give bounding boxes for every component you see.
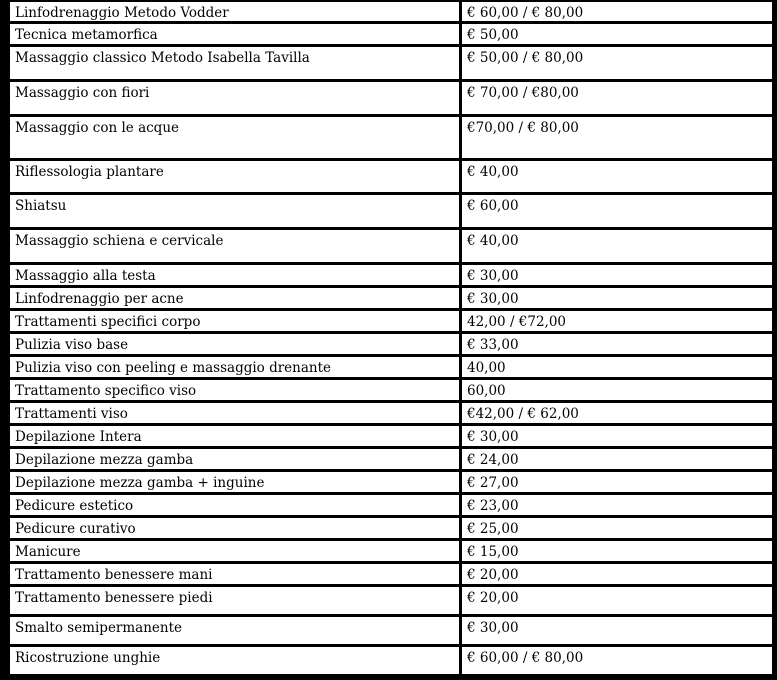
treatment-price-cell: € 24,00	[462, 449, 772, 469]
table-row	[10, 2, 772, 21]
treatment-price-cell: 60,00	[462, 380, 772, 400]
table-row	[10, 564, 772, 584]
table-row	[10, 380, 772, 400]
treatment-name-cell: Trattamenti viso	[10, 403, 462, 423]
treatment-price-cell: € 70,00 / €80,00	[462, 82, 772, 114]
table-row	[10, 541, 772, 561]
table-row	[10, 449, 772, 469]
treatment-name-cell: Trattamento benessere mani	[10, 564, 462, 584]
treatment-price-cell: € 30,00	[462, 617, 772, 644]
table-row	[10, 47, 772, 79]
treatment-price-cell: € 60,00	[462, 195, 772, 227]
treatment-price-cell: 40,00	[462, 357, 772, 377]
treatment-price-cell: € 30,00	[462, 265, 772, 285]
treatment-price-cell: € 33,00	[462, 334, 772, 354]
treatment-name-cell: Massaggio alla testa	[10, 265, 462, 285]
table-row	[10, 426, 772, 446]
treatment-price-cell: € 60,00 / € 80,00	[462, 2, 772, 21]
treatment-price-cell: € 25,00	[462, 518, 772, 538]
table-row	[10, 82, 772, 114]
treatment-name-cell: Linfodrenaggio per acne	[10, 288, 462, 308]
treatment-name-cell: Depilazione mezza gamba + inguine	[10, 472, 462, 492]
treatment-price-cell: € 60,00 / € 80,00	[462, 647, 772, 674]
treatment-price-cell: € 40,00	[462, 161, 772, 192]
treatment-name-cell: Linfodrenaggio Metodo Vodder	[10, 2, 462, 21]
price-list-body	[10, 2, 772, 674]
treatment-price-cell: € 20,00	[462, 587, 772, 614]
treatment-price-cell: € 23,00	[462, 495, 772, 515]
table-row	[10, 117, 772, 158]
table-row	[10, 518, 772, 538]
treatment-name-cell: Massaggio classico Metodo Isabella Tavilla	[10, 47, 462, 79]
table-row	[10, 403, 772, 423]
treatment-name-cell: Tecnica metamorfica	[10, 24, 462, 44]
table-row	[10, 357, 772, 377]
table-row	[10, 288, 772, 308]
treatment-name-cell: Ricostruzione unghie	[10, 647, 462, 674]
treatment-name-cell: Depilazione Intera	[10, 426, 462, 446]
price-list-table	[10, 0, 772, 677]
treatment-price-cell: 42,00 / €72,00	[462, 311, 772, 331]
treatment-name-cell: Trattamenti specifici corpo	[10, 311, 462, 331]
treatment-name-cell: Massaggio con fiori	[10, 82, 462, 114]
treatment-price-cell: € 40,00	[462, 230, 772, 262]
table-row	[10, 495, 772, 515]
treatment-name-cell: Manicure	[10, 541, 462, 561]
treatment-price-cell: €70,00 / € 80,00	[462, 117, 772, 158]
treatment-name-cell: Pulizia viso con peeling e massaggio drenante	[10, 357, 462, 377]
table-row	[10, 24, 772, 44]
treatment-name-cell: Massaggio con le acque	[10, 117, 462, 158]
treatment-name-cell: Pedicure curativo	[10, 518, 462, 538]
treatment-price-cell: € 15,00	[462, 541, 772, 561]
treatment-price-cell: € 50,00 / € 80,00	[462, 47, 772, 79]
treatment-name-cell: Trattamento specifico viso	[10, 380, 462, 400]
treatment-name-cell: Riflessologia plantare	[10, 161, 462, 192]
table-row	[10, 647, 772, 674]
table-row	[10, 334, 772, 354]
table-row	[10, 472, 772, 492]
table-row	[10, 161, 772, 192]
treatment-name-cell: Massaggio schiena e cervicale	[10, 230, 462, 262]
table-row	[10, 265, 772, 285]
treatment-name-cell: Smalto semipermanente	[10, 617, 462, 644]
table-row	[10, 587, 772, 614]
table-row	[10, 311, 772, 331]
treatment-price-cell: € 30,00	[462, 288, 772, 308]
treatment-name-cell: Shiatsu	[10, 195, 462, 227]
treatment-name-cell: Pulizia viso base	[10, 334, 462, 354]
table-row	[10, 195, 772, 227]
table-row	[10, 617, 772, 644]
treatment-price-cell: € 50,00	[462, 24, 772, 44]
treatment-price-cell: € 20,00	[462, 564, 772, 584]
treatment-price-cell: €42,00 / € 62,00	[462, 403, 772, 423]
treatment-name-cell: Pedicure estetico	[10, 495, 462, 515]
treatment-price-cell: € 27,00	[462, 472, 772, 492]
treatment-name-cell: Trattamento benessere piedi	[10, 587, 462, 614]
treatment-name-cell: Depilazione mezza gamba	[10, 449, 462, 469]
table-row	[10, 230, 772, 262]
treatment-price-cell: € 30,00	[462, 426, 772, 446]
